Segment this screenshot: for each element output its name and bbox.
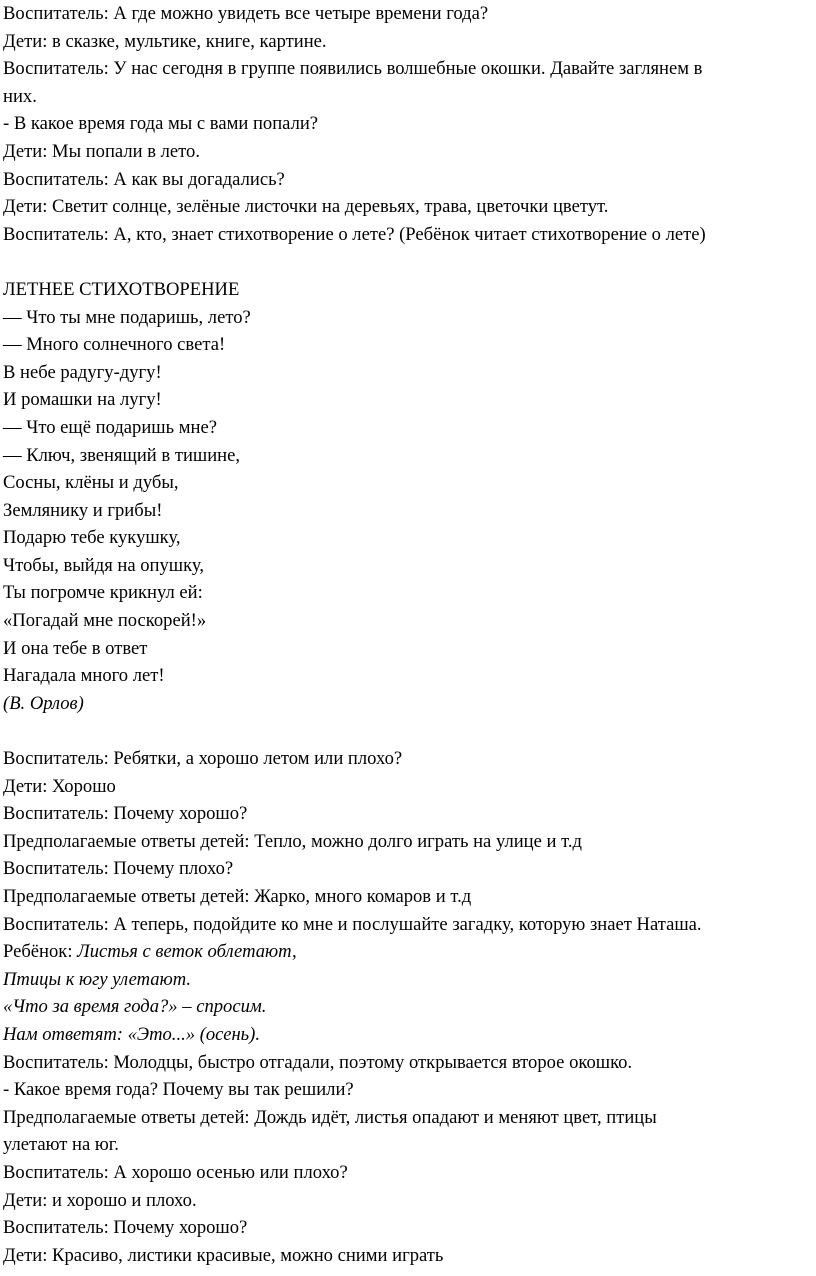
text-line: улетают на юг. — [3, 1134, 119, 1156]
text-line: Дети: Мы попали в лето. — [3, 140, 201, 162]
text-line: Дети: Светит солнце, зелёные листочки на деревьях, трава, цветочки цветут. — [3, 196, 609, 218]
poem-line: — Ключ, звенящий в тишине, — [3, 444, 241, 466]
text-line: - В какое время года мы с вами попали? — [3, 113, 319, 135]
text-line: них. — [3, 85, 37, 107]
blank-line — [3, 717, 813, 745]
text-line: - Какое время года? Почему вы так решили? — [3, 1079, 354, 1101]
text-line: Предполагаемые ответы детей: Дождь идёт, листья опадают и меняют цвет, птицы — [3, 1106, 657, 1128]
text-line: Воспитатель: А где можно увидеть все четыре времени года? — [3, 3, 489, 24]
riddle-line: Нам ответят: «Это...» (осень). — [3, 1023, 260, 1045]
text-line: Дети: и хорошо и плохо. — [3, 1189, 197, 1211]
poem-line: «Погадай мне поскорей!» — [3, 610, 207, 632]
riddle-line: Листья с веток облетают, — [77, 941, 297, 963]
poem-line: И ромашки на лугу! — [3, 389, 162, 411]
text-line: Дети: в сказке, мультике, книге, картине. — [3, 30, 327, 52]
blank-line — [3, 248, 813, 276]
poem-line: — Что ещё подаришь мне? — [3, 416, 217, 438]
riddle-intro-line — [3, 938, 813, 966]
text-line: Воспитатель: Ребятки, а хорошо летом или плохо? — [3, 748, 403, 770]
text-line: Предполагаемые ответы детей: Тепло, можно долго играть на улице и т.д — [3, 830, 582, 852]
text-line: Воспитатель: Почему хорошо? — [3, 803, 248, 825]
text-line: Воспитатель: У нас сегодня в группе появились волшебные окошки. Давайте заглянем в — [3, 58, 703, 80]
text-line: Воспитатель: Почему хорошо? — [3, 1217, 248, 1239]
text-line: Предполагаемые ответы детей: Жарко, много комаров и т.д — [3, 886, 472, 907]
poem-author: (В. Орлов) — [3, 692, 84, 714]
text-line: Дети: Хорошо — [3, 775, 116, 797]
text-line: Воспитатель: А теперь, подойдите ко мне и послушайте загадку, которую знает Наташа. — [3, 913, 702, 935]
riddle-line: Птицы к югу улетают. — [3, 968, 191, 990]
poem-line: В небе радугу-дугу! — [3, 361, 162, 383]
poem-line: Чтобы, выйдя на опушку, — [3, 554, 204, 576]
poem-line: И она тебе в ответ — [3, 637, 148, 659]
text-line: Воспитатель: А хорошо осенью или плохо? — [3, 1161, 348, 1183]
text-line: Воспитатель: А как вы догадались? — [3, 168, 285, 190]
poem-line: Ты погромче крикнул ей: — [3, 582, 203, 604]
text-line: Воспитатель: Почему плохо? — [3, 858, 234, 880]
text-line: Воспитатель: Молодцы, быстро отгадали, поэтому открывается второе окошко. — [3, 1051, 633, 1073]
text-line: Дети: Красиво, листики красивые, можно сними играть — [3, 1244, 444, 1266]
poem-title: ЛЕТНЕЕ СТИХОТВОРЕНИЕ — [3, 278, 240, 300]
poem-line: — Много солнечного света! — [3, 334, 226, 356]
poem-line: Подарю тебе кукушку, — [3, 527, 181, 549]
poem-line: — Что ты мне подаришь, лето? — [3, 306, 251, 328]
riddle-line: «Что за время года?» – спросим. — [3, 996, 267, 1018]
speaker-label: Ребёнок: — [3, 941, 78, 963]
poem-line: Землянику и грибы! — [3, 499, 163, 521]
poem-line: Сосны, клёны и дубы, — [3, 472, 179, 494]
document-page — [3, 0, 813, 1269]
text-line: Воспитатель: А, кто, знает стихотворение о лете? (Ребёнок читает стихотворение о лете) — [3, 223, 706, 245]
poem-line: Нагадала много лет! — [3, 665, 165, 687]
